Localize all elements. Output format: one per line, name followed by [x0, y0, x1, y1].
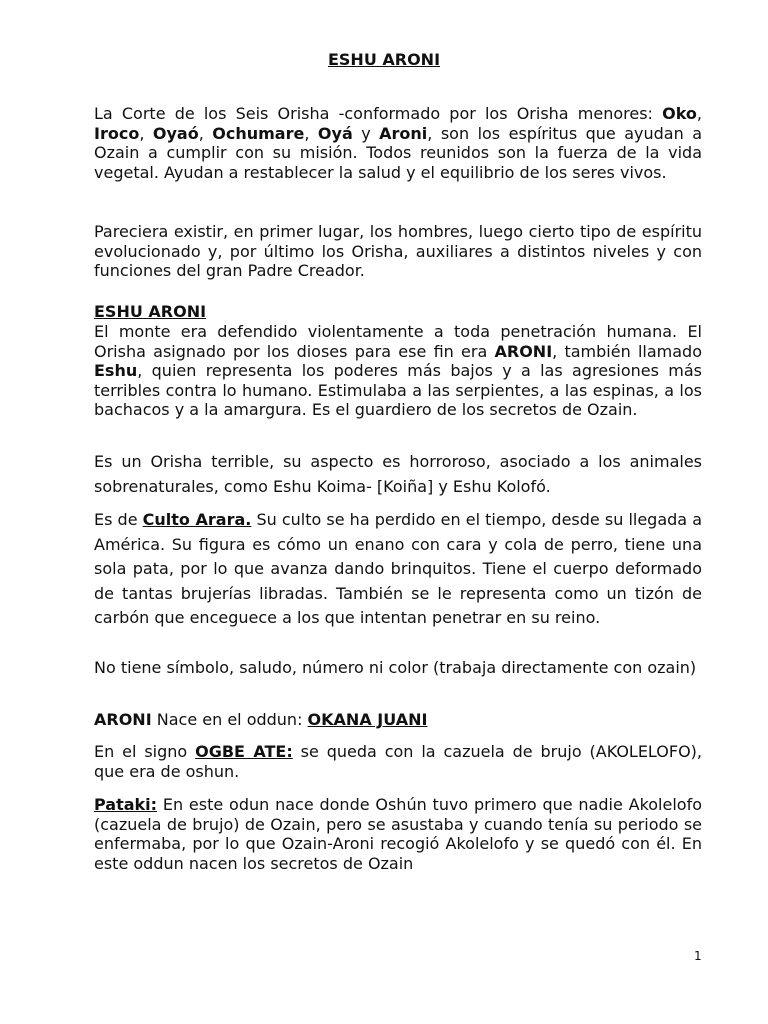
paragraph-terrible: Es un Orisha terrible, su aspecto es horroroso, asociado a los animales sobrenaturales, como Eshu Koima- [Koiña] y Eshu Kolofó.: [94, 452, 702, 496]
section-heading: ESHU ARONI: [94, 302, 207, 321]
document-title: ESHU ARONI: [327, 50, 441, 69]
paragraph-pataki: Pataki: En este odun nace donde Oshún tuvo primero que nadie Akolelofo (cazuela de brujo) de Ozain, pero se asustaba y cuando tenía su periodo se enfermaba, por lo que Ozain-Aroni recogió Akolelofo y se quedó con él. En este oddun nacen los secretos de Ozain: [94, 795, 702, 873]
paragraph-monte: El monte era defendido violentamente a toda penetración humana. El Orisha asignado por los dioses para ese fin era ARONI, también llamado Eshu, quien representa los poderes más bajos y a las agresiones más terribles contra lo humano. Estimulaba a las serpientes, a las espinas, a los bachacos y a la amargura. Es el guardiero de los secretos de Ozain.: [94, 322, 702, 419]
paragraph-signo: En el signo OGBE ATE: se queda con la cazuela de brujo (AKOLELOFO), que era de oshun.: [94, 742, 702, 781]
paragraph-intro: La Corte de los Seis Orisha -conformado por los Orisha menores: Oko, Iroco, Oyaó, Ochumare, Oyá y Aroni, son los espíritus que ayudan a Ozain a cumplir con su misión. Todos reunidos son la fuerza de la vida vegetal. Ayudan a restablecer la salud y el equilibrio de los seres vivos.: [94, 104, 703, 182]
paragraph-hierarchy: Pareciera existir, en primer lugar, los hombres, luego cierto tipo de espíritu evolucionado y, por último los Orisha, auxiliares a distintos niveles y con funciones del gran Padre Creador.: [94, 222, 702, 280]
paragraph-culto: Es de Culto Arara. Su culto se ha perdido en el tiempo, desde su llegada a América. Su figura es cómo un enano con cara y cola de perro, tiene una sola pata, por lo que avanza dando brinquitos. Tiene el cuerpo deformado de tantas brujerías libradas. También se le representa como un tizón de carbón que enceguece a los que intentan penetrar en su reino.: [94, 510, 702, 627]
paragraph-oddun: ARONI Nace en el oddun: OKANA JUANI: [94, 710, 428, 729]
page-number: 1: [694, 949, 702, 963]
paragraph-simbolo: No tiene símbolo, saludo, número ni color (trabaja directamente con ozain): [94, 658, 697, 677]
